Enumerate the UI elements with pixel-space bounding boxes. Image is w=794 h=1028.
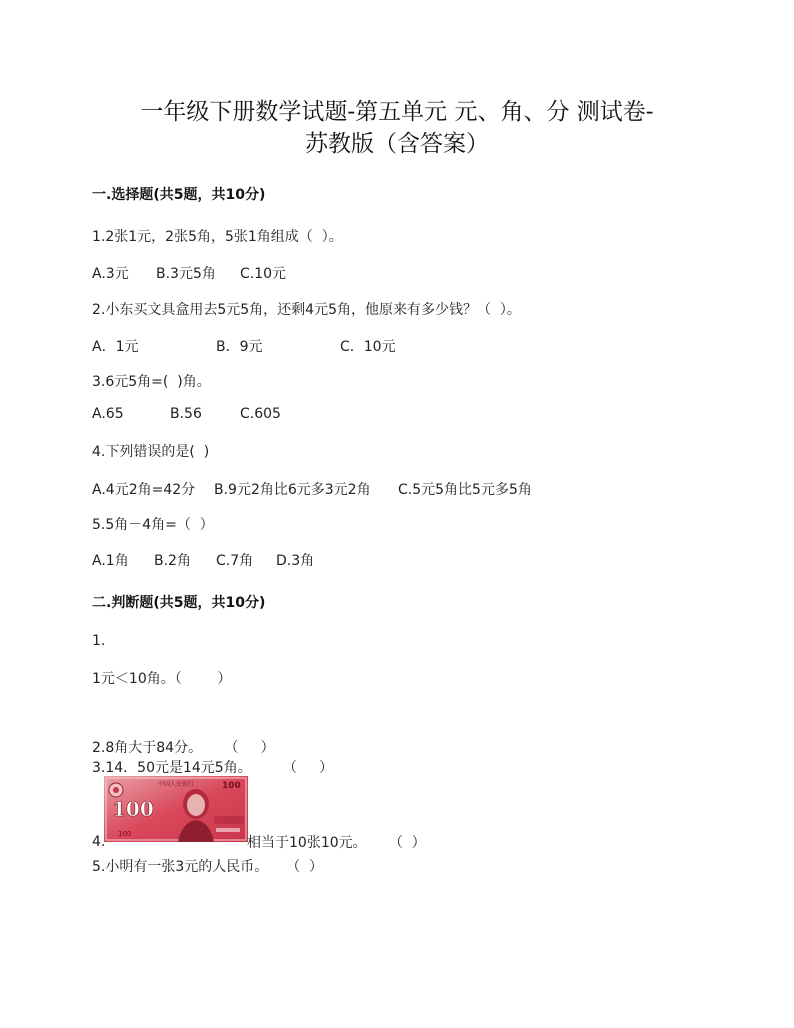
page-subtitle: 苏教版（含答案） xyxy=(305,131,489,157)
tf-question-2: 2.8角大于84分。 （ ） xyxy=(92,740,275,756)
option: D.3角 xyxy=(276,553,315,569)
option: B．9元 xyxy=(216,339,263,355)
tf-question-5: 5.小明有一张3元的人民币。 （ ） xyxy=(92,859,323,875)
banknote-value-large: 100 xyxy=(112,797,154,821)
option: C.7角 xyxy=(216,553,254,569)
section-heading-multiple-choice: 一.选择题(共5题，共10分) xyxy=(92,187,266,203)
option: B.2角 xyxy=(154,553,191,569)
option: A.3元 xyxy=(92,266,129,282)
option: C.10元 xyxy=(240,266,287,282)
option: A.65 xyxy=(92,406,124,422)
option: A.1角 xyxy=(92,553,129,569)
tf-question-4-number: 4. xyxy=(92,834,106,850)
option: C.5元5角比5元多5角 xyxy=(398,482,532,498)
option: C．10元 xyxy=(340,339,396,355)
tf-question-1-number: 1. xyxy=(92,633,106,649)
question-2: 2.小东买文具盒用去5元5角，还剩4元5角，他原来有多少钱？（ ）。 xyxy=(92,302,521,318)
option: B.56 xyxy=(170,406,202,422)
option: B.3元5角 xyxy=(156,266,216,282)
emblem-icon xyxy=(109,783,123,797)
banknote-value-top: 100 xyxy=(222,781,241,791)
question-5: 5.5角－4角=（ ） xyxy=(92,517,214,533)
option: A．1元 xyxy=(92,339,139,355)
question-1: 1.2张1元，2张5角，5张1角组成（ ）。 xyxy=(92,229,343,245)
section-heading-true-false: 二.判断题(共5题，共10分) xyxy=(92,595,266,611)
question-4: 4.下列错误的是( ) xyxy=(92,444,210,460)
banknote-caption: 中国人民银行 xyxy=(158,781,195,788)
question-3: 3.6元5角=( )角。 xyxy=(92,374,211,390)
option: C.605 xyxy=(240,406,281,422)
banknote-100-yuan-image xyxy=(104,776,248,842)
option: A.4元2角=42分 xyxy=(92,482,196,498)
tf-question-3: 3.14．50元是14元5角。 （ ） xyxy=(92,760,334,776)
banknote-value-bottom: 100 xyxy=(118,830,132,838)
tf-question-1: 1元＜10角。（ ） xyxy=(92,671,232,687)
option: B.9元2角比6元多3元2角 xyxy=(214,482,371,498)
tf-question-4: 相当于10张10元。 （ ） xyxy=(247,835,426,851)
page-title: 一年级下册数学试题-第五单元 元、角、分 测试卷- xyxy=(140,99,654,125)
